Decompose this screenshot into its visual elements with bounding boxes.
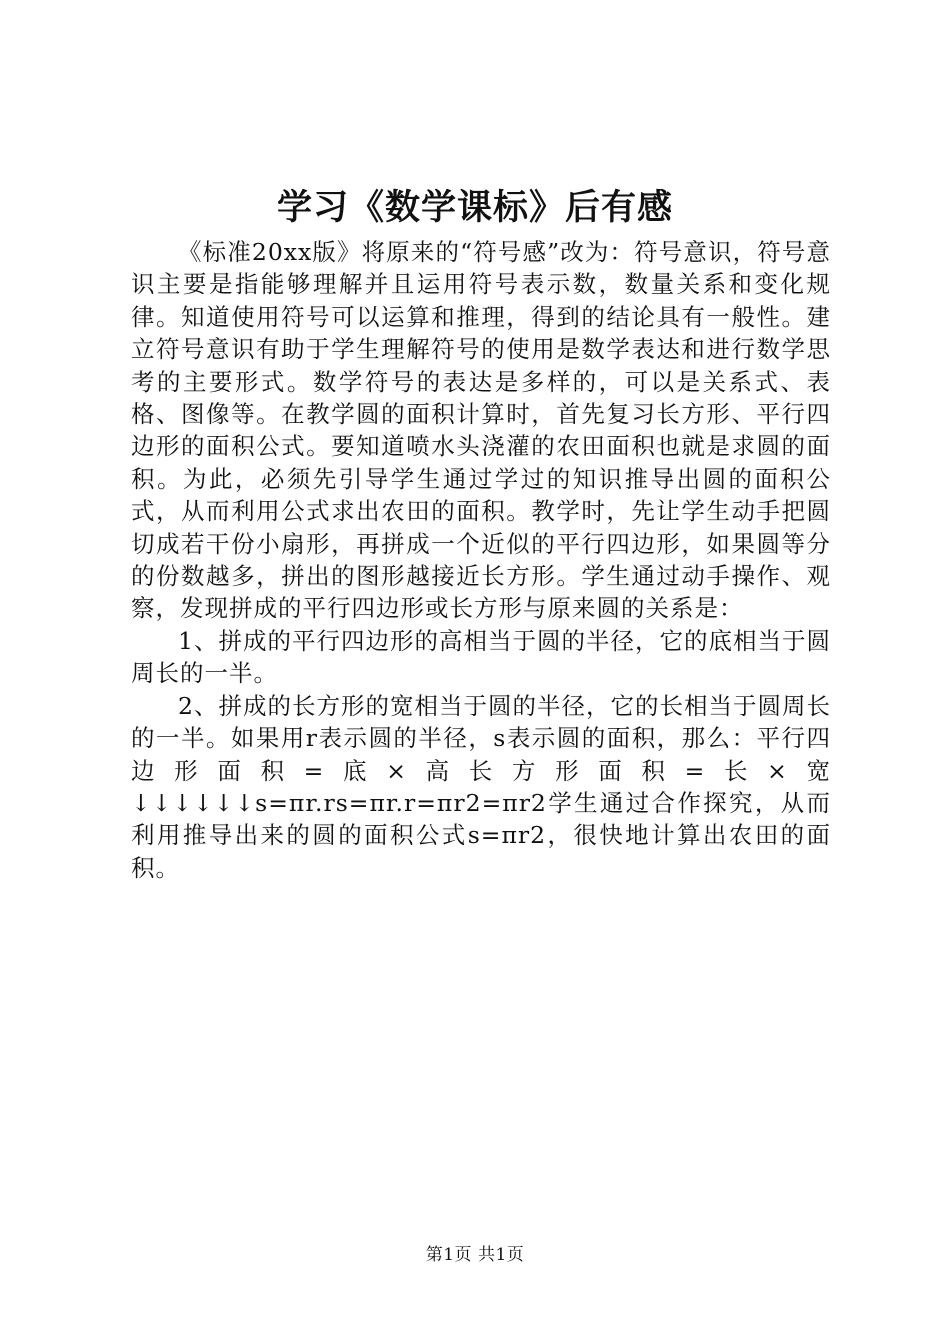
- paragraph-point-1: 1、拼成的平行四边形的高相当于圆的半径，它的底相当于圆周长的一半。: [131, 626, 831, 688]
- paragraph-point-2: 2、拼成的长方形的宽相当于圆的半径，它的长相当于圆周长的一半。如果用r表示圆的半径，s表示圆的面积，那么：平行四边形面积=底×高长方形面积=长×宽↓↓↓↓↓↓s=πr.rs=πr.r=πr2=πr2学生通过合作探究，从而利用推导出来的圆的面积公式s=πr2，很快地计算出农田的面积。: [131, 691, 831, 882]
- page-number-footer: 第1页 共1页: [425, 1245, 525, 1265]
- document-title: 学习《数学课标》后有感: [276, 187, 673, 228]
- document-body: [131, 236, 831, 884]
- paragraph-intro: 《标准20xx版》将原来的“符号感”改为：符号意识，符号意识主要是指能够理解并且运用符号表示数，数量关系和变化规律。知道使用符号可以运算和推理，得到的结论具有一般性。建立符号意识有助于学生理解符号的使用是数学表达和进行数学思考的主要形式。数学符号的表达是多样的，可以是关系式、表格、图像等。在教学圆的面积计算时，首先复习长方形、平行四边形的面积公式。要知道喷水头浇灌的农田面积也就是求圆的面积。为此，必须先引导学生通过学过的知识推导出圆的面积公式，从而利用公式求出农田的面积。教学时，先让学生动手把圆切成若干份小扇形，再拼成一个近似的平行四边形，如果圆等分的份数越多，拼出的图形越接近长方形。学生通过动手操作、观察，发现拼成的平行四边形或长方形与原来圆的关系是：: [131, 238, 831, 623]
